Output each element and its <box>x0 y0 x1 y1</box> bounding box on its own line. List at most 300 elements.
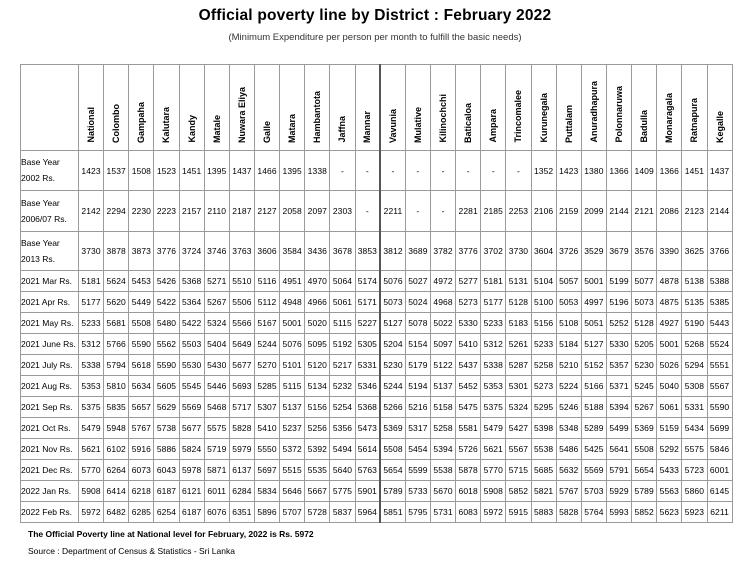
table-cell: - <box>456 151 481 191</box>
table-cell: 5230 <box>632 355 657 376</box>
column-header <box>380 65 405 151</box>
table-cell: 5073 <box>632 292 657 313</box>
table-cell: 5624 <box>104 271 129 292</box>
table-cell: 5398 <box>531 418 556 439</box>
table-cell: 5353 <box>481 376 506 397</box>
table-cell: 5388 <box>707 271 732 292</box>
table-cell: 5394 <box>606 397 631 418</box>
table-cell: 5177 <box>79 292 104 313</box>
table-cell: 5137 <box>430 376 455 397</box>
table-cell: 5135 <box>682 292 707 313</box>
table-cell: 5449 <box>129 292 154 313</box>
table-cell: 5020 <box>305 313 330 334</box>
table-cell: 1395 <box>280 151 305 191</box>
table-cell: 5061 <box>657 397 682 418</box>
table-row <box>21 502 733 523</box>
table-cell: 5273 <box>456 292 481 313</box>
table-cell: 5443 <box>707 313 732 334</box>
table-cell: 5422 <box>154 292 179 313</box>
column-header <box>606 65 631 151</box>
table-cell: 5590 <box>154 355 179 376</box>
table-row <box>21 151 733 191</box>
table-cell: 5545 <box>179 376 204 397</box>
table-cell: 5562 <box>154 334 179 355</box>
table-cell: 5331 <box>355 355 380 376</box>
table-cell: 5530 <box>179 355 204 376</box>
table-cell: 3776 <box>456 232 481 271</box>
table-cell: 5433 <box>657 460 682 481</box>
table-cell: 5244 <box>380 376 405 397</box>
table-cell: 5064 <box>330 271 355 292</box>
table-cell: 5515 <box>280 460 305 481</box>
source-note: Source : Department of Census & Statistics - Sri Lanka <box>28 546 235 556</box>
table-cell: 5346 <box>355 376 380 397</box>
column-header-label: Hambantota <box>312 90 323 143</box>
table-cell: 5115 <box>280 376 305 397</box>
table-cell: 5677 <box>229 355 254 376</box>
table-cell: 5261 <box>506 334 531 355</box>
table-cell: 5479 <box>79 418 104 439</box>
table-cell: 5204 <box>380 334 405 355</box>
table-row <box>21 191 733 232</box>
table-cell: 5076 <box>280 334 305 355</box>
table-cell: 3782 <box>430 232 455 271</box>
column-header <box>481 65 506 151</box>
table-cell: 5233 <box>481 313 506 334</box>
table-cell: 5024 <box>405 292 430 313</box>
table-cell: 5766 <box>104 334 129 355</box>
table-cell: 5614 <box>355 439 380 460</box>
row-label-line: 2021 Apr Rs. <box>21 296 71 307</box>
table-cell: 2253 <box>506 191 531 232</box>
row-label-line: 2021 Aug Rs. <box>21 380 73 391</box>
table-cell: 5667 <box>305 481 330 502</box>
table-cell: 1451 <box>682 151 707 191</box>
table-cell: 3606 <box>254 232 279 271</box>
table-cell: 5301 <box>506 376 531 397</box>
table-cell: 5027 <box>405 271 430 292</box>
table-cell: 5775 <box>330 481 355 502</box>
table-cell: 5581 <box>456 418 481 439</box>
table-cell: 5770 <box>481 460 506 481</box>
table-cell: 5061 <box>330 292 355 313</box>
table-cell: 3678 <box>330 232 355 271</box>
table-cell: 6284 <box>229 481 254 502</box>
table-cell: 5640 <box>330 460 355 481</box>
table-cell: 5685 <box>531 460 556 481</box>
table-cell: 5846 <box>707 439 732 460</box>
table-cell: 5258 <box>531 355 556 376</box>
table-cell: 2157 <box>179 191 204 232</box>
table-cell: 6121 <box>179 481 204 502</box>
table-header-row <box>21 65 733 151</box>
table-cell: 5860 <box>682 481 707 502</box>
table-cell: 5551 <box>707 355 732 376</box>
table-cell: 6043 <box>154 460 179 481</box>
table-cell: 5726 <box>456 439 481 460</box>
table-cell: 1437 <box>229 151 254 191</box>
table-cell: 6145 <box>707 481 732 502</box>
table-cell: 6264 <box>104 460 129 481</box>
table-cell: 5095 <box>305 334 330 355</box>
row-label <box>21 232 79 271</box>
table-cell: 5167 <box>254 313 279 334</box>
table-cell: 5948 <box>104 418 129 439</box>
column-header-label: Matale <box>211 114 222 143</box>
row-label <box>21 151 79 191</box>
poverty-line-table <box>20 64 733 523</box>
column-header <box>405 65 430 151</box>
column-header-label: Vavunia <box>388 108 398 143</box>
table-cell: 5267 <box>204 292 229 313</box>
page-subtitle: (Minimum Expenditure per person per month to fulfill the basic needs) <box>228 32 522 43</box>
row-label-line: 2021 July Rs. <box>21 359 73 370</box>
table-cell: 1423 <box>79 151 104 191</box>
table-cell: 5567 <box>506 439 531 460</box>
table-cell: 5717 <box>229 397 254 418</box>
column-header <box>254 65 279 151</box>
table-cell: 5810 <box>104 376 129 397</box>
row-label-line: 2021 Nov Rs. <box>21 443 73 454</box>
table-cell: 5192 <box>330 334 355 355</box>
table-row <box>21 481 733 502</box>
table-cell: 5112 <box>254 292 279 313</box>
table-cell: 5101 <box>280 355 305 376</box>
table-cell: 5697 <box>254 460 279 481</box>
table-corner-cell <box>21 65 79 151</box>
table-cell: 2106 <box>531 191 556 232</box>
table-cell: 5670 <box>430 481 455 502</box>
table-cell: 5821 <box>531 481 556 502</box>
table-cell: 6073 <box>129 460 154 481</box>
table-cell: 5972 <box>481 502 506 523</box>
table-cell: 5410 <box>456 334 481 355</box>
table-cell: 5224 <box>556 376 581 397</box>
table-cell: 5308 <box>682 376 707 397</box>
table-cell: 5348 <box>556 418 581 439</box>
table-cell: 5312 <box>79 334 104 355</box>
table-cell: 1338 <box>305 151 330 191</box>
table-cell: 6218 <box>129 481 154 502</box>
table-cell: 5430 <box>204 355 229 376</box>
table-cell: 3853 <box>355 232 380 271</box>
table-cell: 5426 <box>154 271 179 292</box>
table-cell: 5245 <box>632 376 657 397</box>
table-cell: 5929 <box>606 481 631 502</box>
table-cell: 5097 <box>430 334 455 355</box>
table-cell: 5657 <box>129 397 154 418</box>
table-cell: 5353 <box>79 376 104 397</box>
table-cell: 5171 <box>355 292 380 313</box>
table-cell: 5508 <box>129 313 154 334</box>
table-cell: 5268 <box>682 334 707 355</box>
table-cell: 6187 <box>179 502 204 523</box>
table-cell: 5437 <box>456 355 481 376</box>
table-cell: - <box>430 151 455 191</box>
table-cell: 3812 <box>380 232 405 271</box>
column-header <box>682 65 707 151</box>
table-cell: 5205 <box>632 334 657 355</box>
table-cell: 5166 <box>581 376 606 397</box>
table-cell: 3625 <box>682 232 707 271</box>
table-cell: 2187 <box>229 191 254 232</box>
table-cell: 5051 <box>581 313 606 334</box>
table-cell: 5795 <box>405 502 430 523</box>
row-label <box>21 191 79 232</box>
table-row <box>21 460 733 481</box>
row-label <box>21 502 79 523</box>
table-cell: 5073 <box>380 292 405 313</box>
table-cell: 5486 <box>556 439 581 460</box>
table-cell: 1466 <box>254 151 279 191</box>
table-cell: - <box>405 191 430 232</box>
table-cell: 5646 <box>280 481 305 502</box>
table-cell: 5837 <box>330 502 355 523</box>
table-cell: 5270 <box>254 355 279 376</box>
table-cell: 5190 <box>682 313 707 334</box>
table-cell: 4875 <box>657 292 682 313</box>
table-cell: 2281 <box>456 191 481 232</box>
column-header-label: Jaffna <box>337 116 348 143</box>
column-header <box>204 65 229 151</box>
table-cell: 5425 <box>581 439 606 460</box>
row-label <box>21 271 79 292</box>
table-cell: 2110 <box>204 191 229 232</box>
table-cell: 5767 <box>556 481 581 502</box>
table-cell: 5317 <box>405 418 430 439</box>
table-cell: 5364 <box>179 292 204 313</box>
column-header <box>104 65 129 151</box>
table-cell: 5978 <box>179 460 204 481</box>
table-cell: 2086 <box>657 191 682 232</box>
table-cell: 5076 <box>380 271 405 292</box>
table-cell: 5372 <box>280 439 305 460</box>
table-cell: 6211 <box>707 502 732 523</box>
table-cell: 5649 <box>229 334 254 355</box>
row-label <box>21 439 79 460</box>
table-cell: 5479 <box>481 418 506 439</box>
table-cell: 5566 <box>229 313 254 334</box>
row-label-line: 2002 Rs. <box>21 173 56 183</box>
column-header-label: Trincomalee <box>513 90 524 143</box>
table-cell: 3689 <box>405 232 430 271</box>
column-header <box>280 65 305 151</box>
column-header <box>305 65 330 151</box>
table-cell: 5620 <box>104 292 129 313</box>
table-cell: 5677 <box>179 418 204 439</box>
table-cell: 2223 <box>154 191 179 232</box>
table-cell: 5916 <box>129 439 154 460</box>
table-cell: 5233 <box>79 313 104 334</box>
column-header-label: Badulla <box>639 110 650 143</box>
table-cell: 5510 <box>229 271 254 292</box>
table-cell: 2159 <box>556 191 581 232</box>
table-cell: 2294 <box>104 191 129 232</box>
column-header <box>632 65 657 151</box>
column-header <box>330 65 355 151</box>
table-cell: 5216 <box>405 397 430 418</box>
table-cell: 5446 <box>204 376 229 397</box>
table-cell: - <box>481 151 506 191</box>
table-cell: 3584 <box>280 232 305 271</box>
table-cell: 1523 <box>154 151 179 191</box>
column-header <box>581 65 606 151</box>
table-cell: 5357 <box>606 355 631 376</box>
table-cell: 5177 <box>481 292 506 313</box>
table-cell: 5285 <box>254 376 279 397</box>
table-cell: 5131 <box>506 271 531 292</box>
table-cell: 5287 <box>506 355 531 376</box>
table-cell: 5605 <box>154 376 179 397</box>
row-label-line: Base Year <box>21 157 60 167</box>
table-cell: 2303 <box>330 191 355 232</box>
table-cell: 5508 <box>380 439 405 460</box>
table-cell: 5453 <box>129 271 154 292</box>
table-cell: 5026 <box>657 355 682 376</box>
table-cell: 1395 <box>204 151 229 191</box>
column-header-label: Galle <box>262 120 273 143</box>
column-header <box>154 65 179 151</box>
table-cell: 5468 <box>204 397 229 418</box>
table-cell: 5330 <box>606 334 631 355</box>
table-cell: 4968 <box>430 292 455 313</box>
column-header-label: Anuradhapura <box>588 81 599 143</box>
table-cell: 5001 <box>581 271 606 292</box>
table-cell: 5330 <box>456 313 481 334</box>
table-cell: 5199 <box>606 271 631 292</box>
table-cell: 4948 <box>280 292 305 313</box>
table-row <box>21 397 733 418</box>
table-cell: - <box>380 151 405 191</box>
table-cell: 5078 <box>405 313 430 334</box>
table-cell: 6137 <box>229 460 254 481</box>
row-label <box>21 418 79 439</box>
column-header-label: Kurunegala <box>538 93 549 143</box>
column-header <box>355 65 380 151</box>
table-cell: 5104 <box>531 271 556 292</box>
table-cell: - <box>430 191 455 232</box>
table-cell: 3724 <box>179 232 204 271</box>
table-cell: 5883 <box>531 502 556 523</box>
row-label <box>21 355 79 376</box>
table-cell: 6011 <box>204 481 229 502</box>
table-cell: 5550 <box>254 439 279 460</box>
table-row <box>21 355 733 376</box>
table-cell: 5427 <box>506 418 531 439</box>
table-cell: 5434 <box>682 418 707 439</box>
column-header-label: Monaragala <box>664 92 675 143</box>
table-cell: - <box>355 191 380 232</box>
table-cell: 5654 <box>632 460 657 481</box>
table-cell: 5835 <box>104 397 129 418</box>
table-cell: 5575 <box>682 439 707 460</box>
table-cell: 3390 <box>657 232 682 271</box>
table-cell: 5681 <box>104 313 129 334</box>
row-label-line: 2021 Oct Rs. <box>21 422 71 433</box>
table-cell: 5116 <box>254 271 279 292</box>
table-cell: - <box>405 151 430 191</box>
table-cell: 2123 <box>682 191 707 232</box>
row-label-line: 2021 Dec Rs. <box>21 464 73 475</box>
table-cell: 5908 <box>481 481 506 502</box>
table-cell: 5654 <box>380 460 405 481</box>
table-cell: 5728 <box>305 502 330 523</box>
table-cell: 1366 <box>606 151 631 191</box>
table-cell: 2127 <box>254 191 279 232</box>
table-cell: 5789 <box>380 481 405 502</box>
column-header-label: Gampaha <box>136 101 147 143</box>
table-cell: 2097 <box>305 191 330 232</box>
column-header-label: Ampara <box>488 109 499 143</box>
column-header-label: Baticaloa <box>463 102 474 143</box>
table-cell: 5590 <box>129 334 154 355</box>
table-cell: 5828 <box>229 418 254 439</box>
column-header <box>456 65 481 151</box>
table-cell: 5292 <box>657 439 682 460</box>
table-cell: 5767 <box>129 418 154 439</box>
table-cell: 5324 <box>204 313 229 334</box>
table-cell: 5738 <box>154 418 179 439</box>
table-cell: - <box>330 151 355 191</box>
national-poverty-line-note: The Official Poverty line at National level for February, 2022 is Rs. 5972 <box>28 529 314 539</box>
column-header <box>506 65 531 151</box>
table-cell: 6351 <box>229 502 254 523</box>
table-cell: 5385 <box>707 292 732 313</box>
table-cell: 3702 <box>481 232 506 271</box>
row-label-line: 2022 Feb Rs. <box>21 506 73 517</box>
table-cell: 5475 <box>456 397 481 418</box>
table-cell: 1380 <box>581 151 606 191</box>
column-header-label: Matara <box>287 113 298 143</box>
table-cell: 3873 <box>129 232 154 271</box>
table-cell: 4927 <box>657 313 682 334</box>
table-cell: 5508 <box>632 439 657 460</box>
table-cell: 1508 <box>129 151 154 191</box>
table-cell: 2211 <box>380 191 405 232</box>
table-cell: 5623 <box>657 502 682 523</box>
table-cell: 3604 <box>531 232 556 271</box>
table-cell: 2185 <box>481 191 506 232</box>
table-cell: 5480 <box>154 313 179 334</box>
table-cell: 5210 <box>556 355 581 376</box>
row-label-line: 2021 June Rs. <box>21 338 76 349</box>
table-cell: 5621 <box>79 439 104 460</box>
table-cell: 4966 <box>305 292 330 313</box>
table-cell: 5599 <box>405 460 430 481</box>
table-cell: 5194 <box>405 376 430 397</box>
table-cell: 5338 <box>79 355 104 376</box>
table-cell: 5896 <box>254 502 279 523</box>
table-cell: 5452 <box>456 376 481 397</box>
column-header-label: Colombo <box>111 104 122 143</box>
table-row <box>21 232 733 271</box>
row-label <box>21 334 79 355</box>
table-cell: 5256 <box>305 418 330 439</box>
table-cell: 5258 <box>430 418 455 439</box>
table-cell: 5184 <box>556 334 581 355</box>
table-cell: 6076 <box>204 502 229 523</box>
column-header <box>179 65 204 151</box>
table-cell: 5770 <box>79 460 104 481</box>
table-cell: 5763 <box>355 460 380 481</box>
column-header <box>657 65 682 151</box>
table-cell: 5181 <box>79 271 104 292</box>
table-cell: 5369 <box>380 418 405 439</box>
table-cell: 5227 <box>355 313 380 334</box>
column-header <box>556 65 581 151</box>
table-cell: 5244 <box>254 334 279 355</box>
table-cell: 4951 <box>280 271 305 292</box>
